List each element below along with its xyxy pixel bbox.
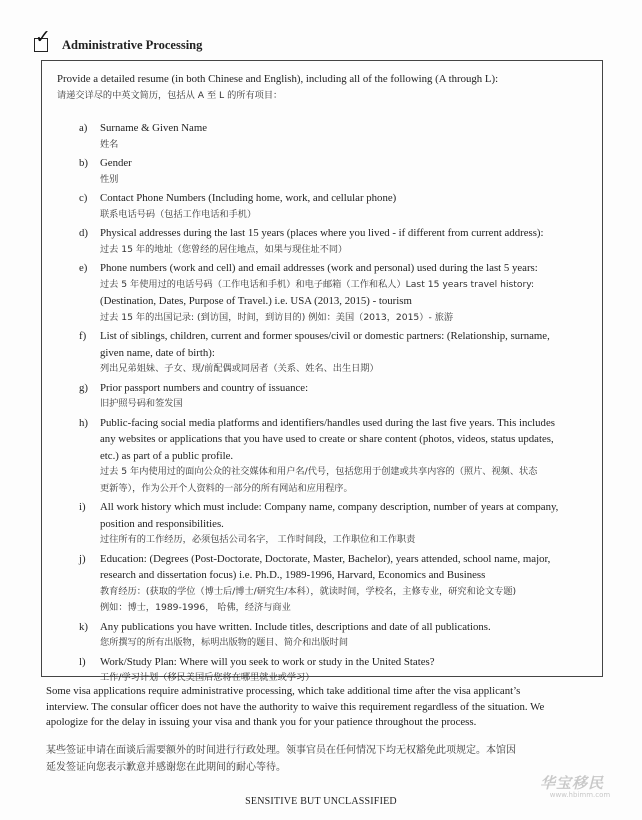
item-text-english: any websites or applications that you have used to create or share content (photos, videos, status updates, xyxy=(100,433,554,445)
requirements-list xyxy=(57,120,597,689)
item-text-english: Work/Study Plan: Where will you seek to work or study in the United States? xyxy=(100,655,435,668)
item-letter: h) xyxy=(79,416,88,429)
checkmark-icon: ✓ xyxy=(35,26,51,48)
item-text-chinese: 过去 15 年的出国记录: (到访国，时间，到访目的) 例如：美国（2013，2015）- 旅游 xyxy=(100,311,454,323)
item-text-english: Gender xyxy=(100,157,132,169)
item-text-chinese: 联系电话号码（包括工作电话和手机） xyxy=(100,208,257,220)
item-text-chinese: 性别 xyxy=(100,173,119,185)
item-letter: d) xyxy=(79,227,88,239)
item-text-english: Public-facing social media platforms and identifiers/handles used during the last five years. This includes xyxy=(100,416,555,429)
note-line-chinese: 某些签证申请在面谈后需要额外的时间进行行政处理。领事官员在任何情况下均无权豁免此项规定。本馆因 xyxy=(46,745,516,756)
item-text-english: (Destination, Dates, Purpose of Travel.) i.e. USA (2013, 2015) - tourism xyxy=(100,295,412,307)
note-line: Some visa applications require administrative processing, which take additional time after the visa applicant’s xyxy=(46,685,521,697)
item-letter: k) xyxy=(79,620,88,633)
item-text-chinese: 过去 5 年内使用过的面向公众的社交媒体和用户名/代号，包括您用于创建或共享内容的（照片、视频、状态 xyxy=(100,466,538,477)
item-text-english: Physical addresses during the last 15 years (places where you lived - if different from current address): xyxy=(100,227,544,239)
list-item xyxy=(57,190,597,223)
list-item xyxy=(57,328,597,378)
item-text-chinese: 例如：博士，1989-1996， 哈佛，经济与商业 xyxy=(100,602,291,613)
intro-english: Provide a detailed resume (in both Chinese and English), including all of the following (A through L): xyxy=(57,73,499,85)
item-letter: i) xyxy=(79,501,86,513)
list-item xyxy=(57,225,597,258)
item-text-english: given name, date of birth): xyxy=(100,346,215,359)
item-text-english: position and responsibilities. xyxy=(100,517,224,530)
watermark-url: www.hbimm.com xyxy=(549,791,611,799)
item-text-chinese: 过往所有的工作经历，必须包括公司名字， 工作时间段，工作职位和工作职责 xyxy=(100,534,416,545)
list-item xyxy=(57,499,597,549)
item-text-chinese: 工作/学习计划（移民美国后您将在哪里就业或学习） xyxy=(100,672,315,683)
item-text-english: Contact Phone Numbers (Including home, work, and cellular phone) xyxy=(100,192,397,204)
item-letter: l) xyxy=(79,655,86,668)
item-text-chinese: 过去 5 年使用过的电话号码（工作电话和手机）和电子邮箱（工作和私人）Last 15 years travel history: xyxy=(100,278,535,290)
watermark-logo xyxy=(540,772,620,802)
item-text-english: etc.) as part of a public profile. xyxy=(100,449,234,462)
list-item xyxy=(57,120,597,153)
item-text-english: List of siblings, children, current and former spouses/civil or domestic partners: (Relationship, surname, xyxy=(100,330,550,342)
list-item xyxy=(57,415,597,498)
item-letter: e) xyxy=(79,262,88,274)
watermark-text: 华宝移民 xyxy=(540,774,605,792)
item-text-english: All work history which must include: Company name, company description, number of years at company, xyxy=(100,501,559,513)
item-text-english: Phone numbers (work and cell) and email addresses (work and personal) used during the last 5 years: xyxy=(100,262,538,274)
item-letter: c) xyxy=(79,192,88,204)
list-item xyxy=(57,551,597,617)
item-text-chinese: 您所撰写的所有出版物，标明出版物的题目、简介和出版时间 xyxy=(100,637,349,648)
processing-note-chinese xyxy=(46,742,606,776)
item-text-chinese: 姓名 xyxy=(100,138,119,150)
item-letter: f) xyxy=(79,330,87,342)
item-text-chinese: 旧护照号码和签发国 xyxy=(100,398,183,409)
list-item xyxy=(57,155,597,188)
intro xyxy=(57,71,592,104)
note-line-chinese: 延发签证向您表示歉意并感谢您在此期间的耐心等待。 xyxy=(46,762,286,773)
item-letter: b) xyxy=(79,157,88,169)
item-text-english: Any publications you have written. Include titles, descriptions and date of all publications. xyxy=(100,620,491,633)
list-item xyxy=(57,260,597,326)
item-text-chinese: 更新等），作为公开个人资料的一部分的所有网站和应用程序。 xyxy=(100,482,353,494)
item-text-english: research and dissertation focus) i.e. Ph.D., 1989-1996, Harvard, Economics and Business xyxy=(100,569,486,581)
list-item xyxy=(57,654,597,687)
classification-footer: SENSITIVE BUT UNCLASSIFIED xyxy=(245,796,397,807)
item-text-chinese: 列出兄弟姐妹、子女、现/前配偶或同居者（关系、姓名、出生日期） xyxy=(100,363,379,374)
item-text-english: Prior passport numbers and country of issuance: xyxy=(100,381,309,394)
item-text-chinese: 教育经历：(获取的学位（博士后/博士/研究生/本科），就读时间，学校名，主修专业，研究和论文专题) xyxy=(100,585,517,597)
note-line: interview. The consular officer does not have the authority to waive this requirement regardless of the situation. We xyxy=(46,700,545,713)
section-title: Administrative Processing xyxy=(62,38,203,52)
resume-requirements-box xyxy=(41,60,603,683)
processing-note-english xyxy=(46,684,606,731)
item-text-chinese: 过去 15 年的地址（您曾经的居住地点，如果与现住址不同） xyxy=(100,243,348,255)
list-item xyxy=(57,380,597,413)
item-text-english: Education: (Degrees (Post-Doctorate, Doctorate, Master, Bachelor), years attended, school name, major, xyxy=(100,552,551,565)
item-text-english: Surname & Given Name xyxy=(100,122,208,134)
item-letter: g) xyxy=(79,381,88,394)
item-letter: a) xyxy=(79,122,88,134)
item-letter: j) xyxy=(79,552,86,565)
note-line: apologize for the delay in issuing your visa and thank you for your patience throughout the process. xyxy=(46,716,477,728)
list-item xyxy=(57,619,597,652)
intro-chinese: 请递交详尽的中英文简历，包括从 A 至 L 的所有项目： xyxy=(57,89,283,101)
